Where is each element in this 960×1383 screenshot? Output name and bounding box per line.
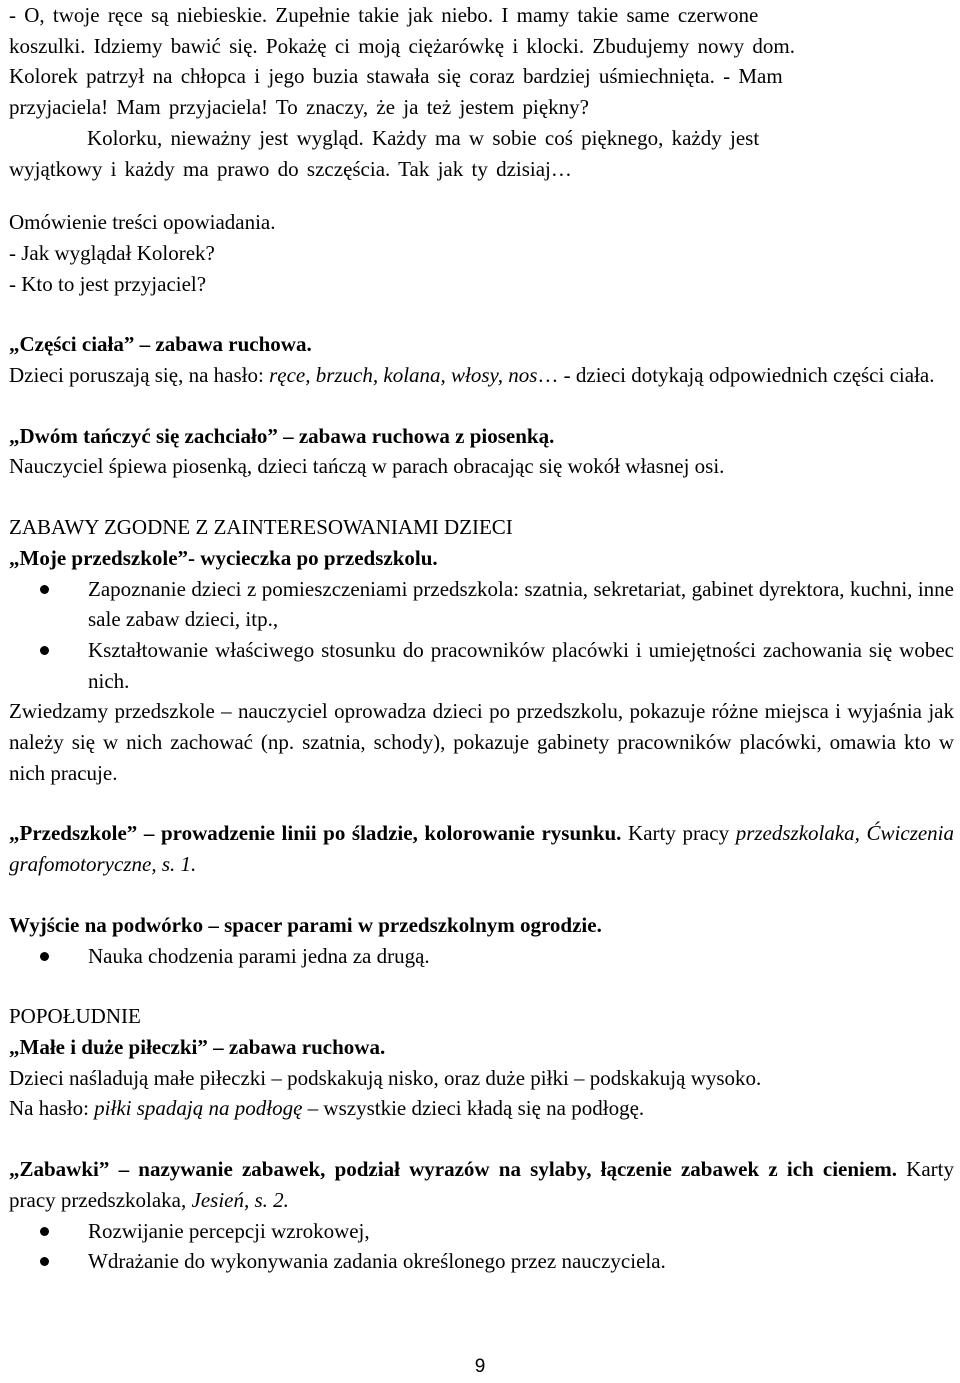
discussion-title: Omówienie treści opowiadania. (9, 210, 276, 235)
dance-heading: „Dwóm tańczyć się zachciało” – zabawa ruchowa z piosenką. (9, 423, 555, 448)
tracing-activity: „Przedszkole” – prowadzenie linii po śladzie, kolorowanie rysunku. Karty pracy przedszkolaka, Ćwiczenia grafomotoryczne, s. 1. (9, 821, 955, 877)
story-excerpt (9, 0, 954, 184)
story-line: koszulki. Idziemy bawić się. Pokażę ci moją ciężarówkę i klocki. Zbudujemy nowy dom. (9, 33, 795, 58)
dance-text: Nauczyciel śpiewa piosenką, dzieci tańczą w parach obracając się wokół własnej osi. (9, 454, 725, 479)
list-item: Wdrażanie do wykonywania zadania określonego przez nauczyciela. (9, 1246, 954, 1277)
body-parts-heading: „Części ciała” – zabawa ruchowa. (9, 332, 312, 357)
balls-game-rule: Na hasło: piłki spadają na podłogę – wszystkie dzieci kładą się na podłogę. (9, 1096, 645, 1121)
page-number: 9 (474, 1356, 486, 1377)
toys-activity: „Zabawki” – nazywanie zabawek, podział wyrazów na sylaby, łączenie zabawek z ich cieniem. Karty pracy przedszkolaka, Jesień, s. 2. (9, 1157, 954, 1212)
body-parts-text: Dzieci poruszają się, na hasło: ręce, brzuch, kolana, włosy, nos… - dzieci dotykają odpowiednich części ciała. (9, 363, 935, 388)
bullet-icon (40, 952, 49, 961)
section-title-interests: ZABAWY ZGODNE Z ZAINTERESOWANIAMI DZIECI (9, 515, 513, 540)
discussion-question: - Jak wyglądał Kolorek? (9, 240, 215, 265)
balls-game-text: Dzieci naśladują małe piłeczki – podskakują nisko, oraz duże piłki – podskakują wysoko. (9, 1065, 762, 1090)
trip-goals-list (9, 574, 954, 697)
list-item: Zapoznanie dzieci z pomieszczeniami przedszkola: szatnia, sekretariat, gabinet dyrektora, kuchni, inne sale zabaw dzieci, itp., (9, 574, 954, 635)
story-line: - O, twoje ręce są niebieskie. Zupełnie takie jak niebo. I mamy takie same czerwone (9, 3, 759, 27)
trip-description: Zwiedzamy przedszkole – nauczyciel oprowadza dzieci po przedszkolu, pokazuje różne miejsca i wyjaśnia jak należy się w nich zachować (np. szatnia, schody), pokazuje gabinety pracowników placówki, omawia kto w nich pracuje. (9, 699, 954, 785)
kindergarten-trip-heading: „Moje przedszkole”- wycieczka po przedszkolu. (9, 545, 438, 570)
section-title-afternoon: POPOŁUDNIE (9, 1004, 141, 1029)
bullet-icon (40, 1257, 49, 1266)
document-page (9, 0, 954, 1277)
discussion-question: - Kto to jest przyjaciel? (9, 271, 207, 296)
story-line: wyjątkowy i każdy ma prawo do szczęścia. Tak jak ty dzisiaj… (9, 156, 572, 181)
story-line: Kolorek patrzył na chłopca i jego buzia stawała się coraz bardziej uśmiechnięta. - Mam (9, 64, 783, 89)
story-line: przyjaciela! Mam przyjaciela! To znaczy, że ja też jestem piękny? (9, 95, 589, 120)
bullet-icon (40, 646, 49, 655)
toys-goals-list (9, 1216, 954, 1277)
list-item: Kształtowanie właściwego stosunku do pracowników placówki i umiejętności zachowania się wobec nich. (9, 635, 954, 696)
walk-heading: Wyjście na podwórko – spacer parami w przedszkolnym ogrodzie. (9, 912, 602, 937)
walk-goals-list (9, 941, 954, 972)
balls-game-heading: „Małe i duże piłeczki” – zabawa ruchowa. (9, 1034, 386, 1059)
story-line: Kolorku, nieważny jest wygląd. Każdy ma w sobie coś pięknego, każdy jest (87, 125, 760, 150)
bullet-icon (40, 585, 49, 594)
list-item: Nauka chodzenia parami jedna za drugą. (9, 941, 954, 972)
bullet-icon (40, 1227, 49, 1236)
list-item: Rozwijanie percepcji wzrokowej, (9, 1216, 954, 1247)
